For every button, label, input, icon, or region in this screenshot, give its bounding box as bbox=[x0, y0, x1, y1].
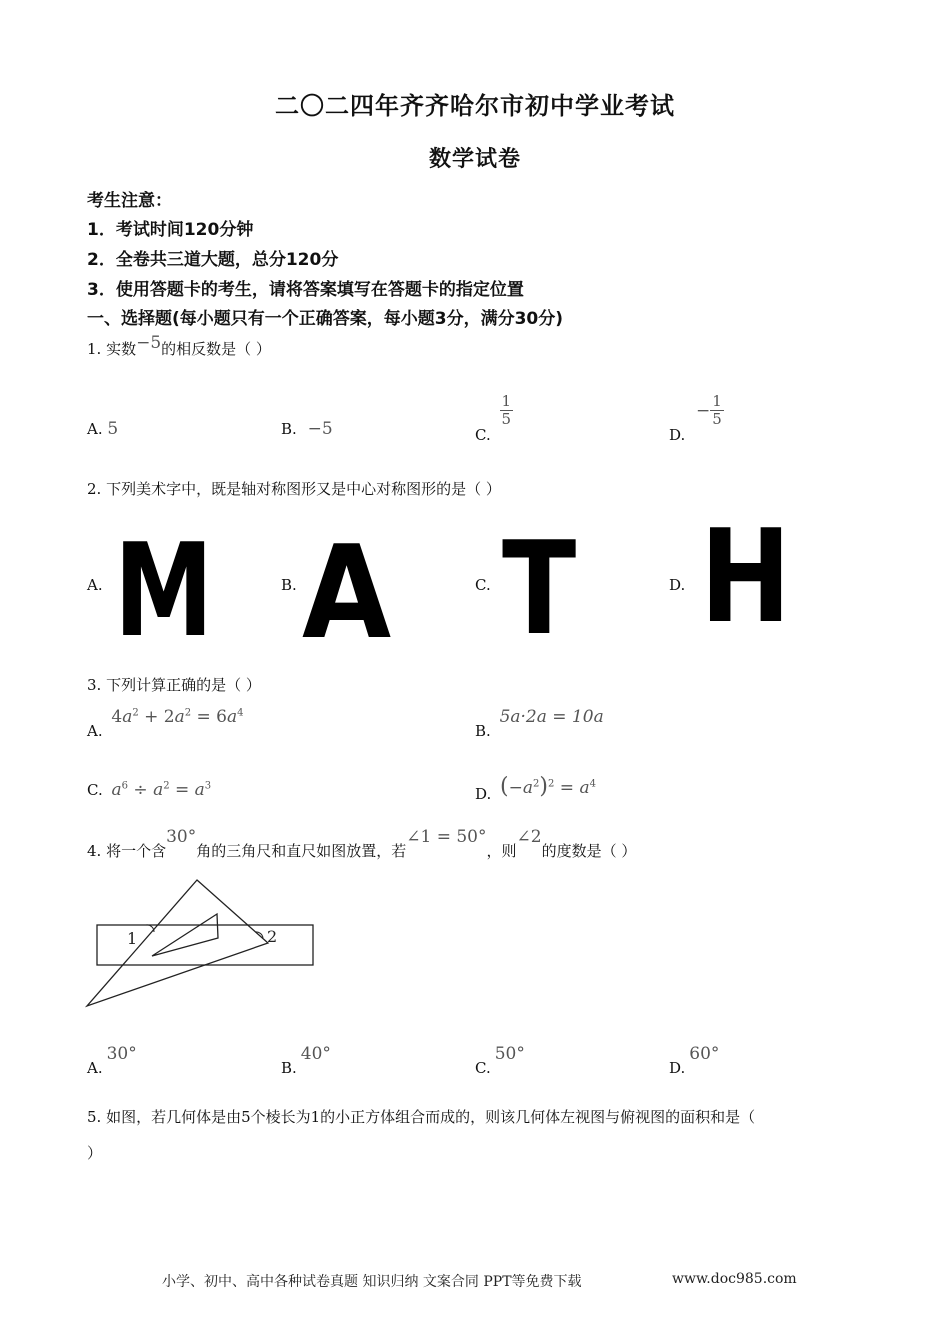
notice-item-1: 1．考试时间120分钟 bbox=[87, 220, 254, 240]
q4-option-a[interactable]: A.30° bbox=[87, 1044, 137, 1077]
q1-option-c[interactable]: C. $\frac{1}{5}$ bbox=[475, 392, 512, 444]
angle-2-label: 2 bbox=[267, 927, 278, 946]
q1-stem-math: −5 bbox=[136, 333, 162, 353]
q3-option-b[interactable]: B. 5a·2a = 10a bbox=[475, 707, 604, 740]
question-3-stem: 3. 下列计算正确的是（ ） bbox=[87, 676, 261, 694]
q4-option-d[interactable]: D.60° bbox=[669, 1044, 720, 1077]
q1-option-a[interactable]: A. 5 bbox=[87, 419, 119, 439]
q2-option-c-letter[interactable]: T bbox=[502, 515, 577, 664]
q3-option-a[interactable]: A. $4a^2 + 2a^2 = 6a^4$ bbox=[87, 707, 244, 740]
ruler-triangle-figure bbox=[80, 876, 330, 1011]
q1-stem-prefix: 1. 实数 bbox=[87, 340, 137, 358]
q2-option-b-label[interactable]: B. bbox=[281, 576, 297, 594]
q4-option-b[interactable]: B.40° bbox=[281, 1044, 331, 1077]
q2-option-a-letter[interactable]: M bbox=[114, 517, 214, 666]
q3-option-d[interactable]: D. $(-a^2)^2 = a^4$ bbox=[475, 774, 596, 803]
angle-1-label: 1 bbox=[127, 929, 138, 948]
q2-option-b-letter[interactable]: A bbox=[302, 519, 392, 668]
question-1-stem bbox=[87, 333, 271, 359]
section-heading: 一、选择题(每小题只有一个正确答案，每小题3分，满分30分) bbox=[87, 309, 564, 329]
question-5-stem-cont: ） bbox=[87, 1144, 103, 1162]
triangle-outer bbox=[87, 880, 268, 1006]
q2-option-a-label[interactable]: A. bbox=[87, 576, 103, 594]
q1-stem-suffix: 的相反数是（ ） bbox=[161, 340, 271, 358]
page-subtitle: 数学试卷 bbox=[428, 147, 521, 172]
q1-option-b[interactable]: B. −5 bbox=[281, 419, 333, 439]
q2-option-c-label[interactable]: C. bbox=[475, 576, 491, 594]
q3-option-c[interactable]: C. $a^6 \div a^2 = a^3$ bbox=[87, 780, 212, 800]
question-5-stem: 5. 如图，若几何体是由5个棱长为1的小正方体组合而成的，则该几何体左视图与俯视图的面积和是（ bbox=[87, 1108, 756, 1126]
q2-option-d-label[interactable]: D. bbox=[669, 576, 686, 594]
notice-item-3: 3．使用答题卡的考生，请将答案填写在答题卡的指定位置 bbox=[87, 280, 524, 300]
footer-url[interactable]: www.doc985.com bbox=[672, 1271, 797, 1287]
notice-heading: 考生注意： bbox=[87, 191, 172, 211]
q1-option-d[interactable]: D. − $\frac{1}{5}$ bbox=[669, 392, 722, 444]
question-2-stem: 2. 下列美术字中，既是轴对称图形又是中心对称图形的是（ ） bbox=[87, 480, 501, 498]
question-4-stem: 4. 将一个含30°角的三角尺和直尺如图放置，若∠1 = 50°，则∠2的度数是（ ） bbox=[87, 827, 637, 860]
footer-text: 小学、初中、高中各种试卷真题 知识归纳 文案合同 PPT等免费下载 bbox=[162, 1274, 582, 1290]
q2-option-d-letter[interactable]: H bbox=[700, 503, 792, 652]
q4-option-c[interactable]: C.50° bbox=[475, 1044, 525, 1077]
notice-item-2: 2．全卷共三道大题，总分120分 bbox=[87, 250, 339, 270]
page-title: 二〇二四年齐齐哈尔市初中学业考试 bbox=[275, 92, 675, 120]
